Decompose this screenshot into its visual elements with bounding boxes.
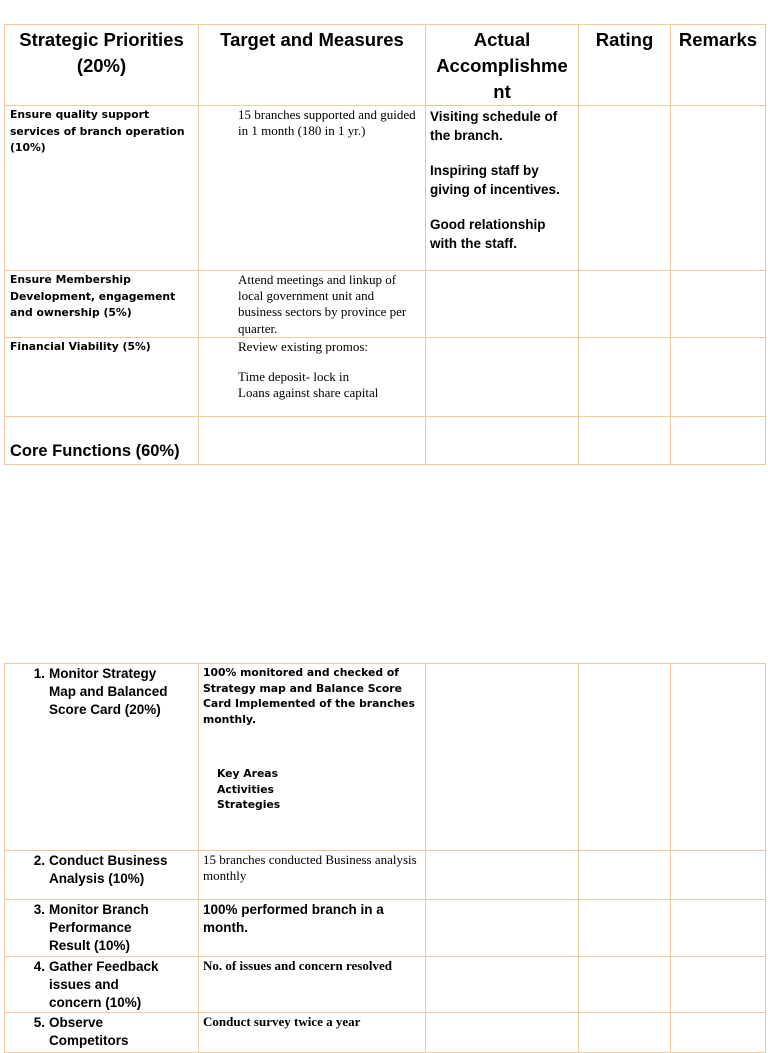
header-actual-line2: Accomplishme <box>436 55 568 76</box>
empty-cell <box>579 416 671 464</box>
priority-name: Ensure Membership Development, engagement and ownership (5%) <box>5 271 199 338</box>
empty-cell <box>199 416 426 464</box>
table-row <box>5 337 766 416</box>
item-number: 5. <box>33 1015 45 1031</box>
accomplishment-cell <box>426 1013 579 1053</box>
header-target-measures: Target and Measures <box>199 25 426 106</box>
rating-cell <box>579 851 671 900</box>
accomplishment-cell <box>426 664 579 851</box>
remarks-cell <box>671 900 766 957</box>
priority-name: Financial Viability (5%) <box>5 337 199 416</box>
rating-cell <box>579 956 671 1013</box>
item-text: Monitor Strategy Map and Balanced Score Card (20%) <box>49 666 168 718</box>
priority-name: Ensure quality support services of branch operation (10%) <box>5 106 199 271</box>
accomplishment-cell <box>426 900 579 957</box>
header-row <box>5 25 766 106</box>
rating-cell <box>579 1013 671 1053</box>
core-function-target: 100% performed branch in a month. <box>199 900 426 957</box>
item-text: Conduct Business Analysis (10%) <box>49 853 168 887</box>
rating-cell <box>579 337 671 416</box>
target-item: Strategies <box>217 798 281 812</box>
header-actual-line1: Actual <box>473 29 531 50</box>
empty-cell <box>426 416 579 464</box>
remarks-cell <box>671 851 766 900</box>
table-row <box>5 900 766 957</box>
core-function-name <box>5 956 199 1013</box>
item-text: Monitor Branch Performance Result (10%) <box>49 902 149 954</box>
target-text: 100% monitored and checked of Strategy map and Balance Score Card Implemented of the branches monthly. <box>203 666 415 727</box>
table-row <box>5 956 766 1013</box>
table-row <box>5 106 766 271</box>
core-function-name <box>5 664 199 851</box>
target-title: Review existing promos: <box>238 338 368 354</box>
accomplishment-cell <box>426 851 579 900</box>
strategic-priorities-table <box>4 24 766 465</box>
target-item: Loans against share capital <box>238 385 379 401</box>
remarks-cell <box>671 1013 766 1053</box>
item-number: 4. <box>33 958 45 974</box>
target-item: Key Areas <box>217 766 279 780</box>
table-row <box>5 271 766 338</box>
accomplishment-cell <box>426 956 579 1013</box>
remarks-cell <box>671 337 766 416</box>
core-function-target: Conduct survey twice a year <box>199 1013 426 1053</box>
rating-cell <box>579 106 671 271</box>
rating-cell <box>579 271 671 338</box>
core-function-target: No. of issues and concern resolved <box>199 956 426 1013</box>
accomplishment-item: Inspiring staff by giving of incentives. <box>430 163 560 197</box>
table-row <box>5 416 766 464</box>
item-number: 3. <box>33 902 45 917</box>
priority-target: 15 branches supported and guided in 1 month (180 in 1 yr.) <box>199 106 426 271</box>
accomplishment-item: Visiting schedule of the branch. <box>430 109 558 143</box>
core-function-target <box>199 664 426 851</box>
core-functions-table <box>4 663 766 1053</box>
table-row <box>5 851 766 900</box>
core-function-name <box>5 900 199 957</box>
item-number: 1. <box>33 666 45 681</box>
target-item: Activities <box>217 782 274 796</box>
remarks-cell <box>671 664 766 851</box>
core-functions-label: Core Functions (60%) <box>5 416 199 464</box>
table-row <box>5 1013 766 1053</box>
header-actual-line3: nt <box>493 81 511 102</box>
header-strategic-priorities: Strategic Priorities (20%) <box>5 25 199 106</box>
item-text: Gather Feedback issues and concern (10%) <box>49 958 159 1011</box>
accomplishment-cell <box>426 337 579 416</box>
header-rating: Rating <box>579 25 671 106</box>
priority-target <box>199 337 426 416</box>
item-text: Observe Competitors <box>49 1015 129 1049</box>
rating-cell <box>579 900 671 957</box>
target-item: Time deposit- lock in <box>238 369 350 385</box>
item-number: 2. <box>33 853 45 868</box>
remarks-cell <box>671 271 766 338</box>
priority-target: Attend meetings and linkup of local government unit and business sectors by province per quarter. <box>199 271 426 338</box>
core-function-name <box>5 851 199 900</box>
empty-cell <box>671 416 766 464</box>
priority-accomplishments <box>426 106 579 271</box>
header-remarks: Remarks <box>671 25 766 106</box>
accomplishment-cell <box>426 271 579 338</box>
accomplishment-item: Good relationship with the staff. <box>430 217 546 251</box>
table-row <box>5 664 766 851</box>
rating-cell <box>579 664 671 851</box>
header-actual-accomplishment <box>426 25 579 106</box>
remarks-cell <box>671 106 766 271</box>
core-function-target: 15 branches conducted Business analysis monthly <box>199 851 426 900</box>
remarks-cell <box>671 956 766 1013</box>
core-function-name <box>5 1013 199 1053</box>
target-items <box>203 766 422 813</box>
